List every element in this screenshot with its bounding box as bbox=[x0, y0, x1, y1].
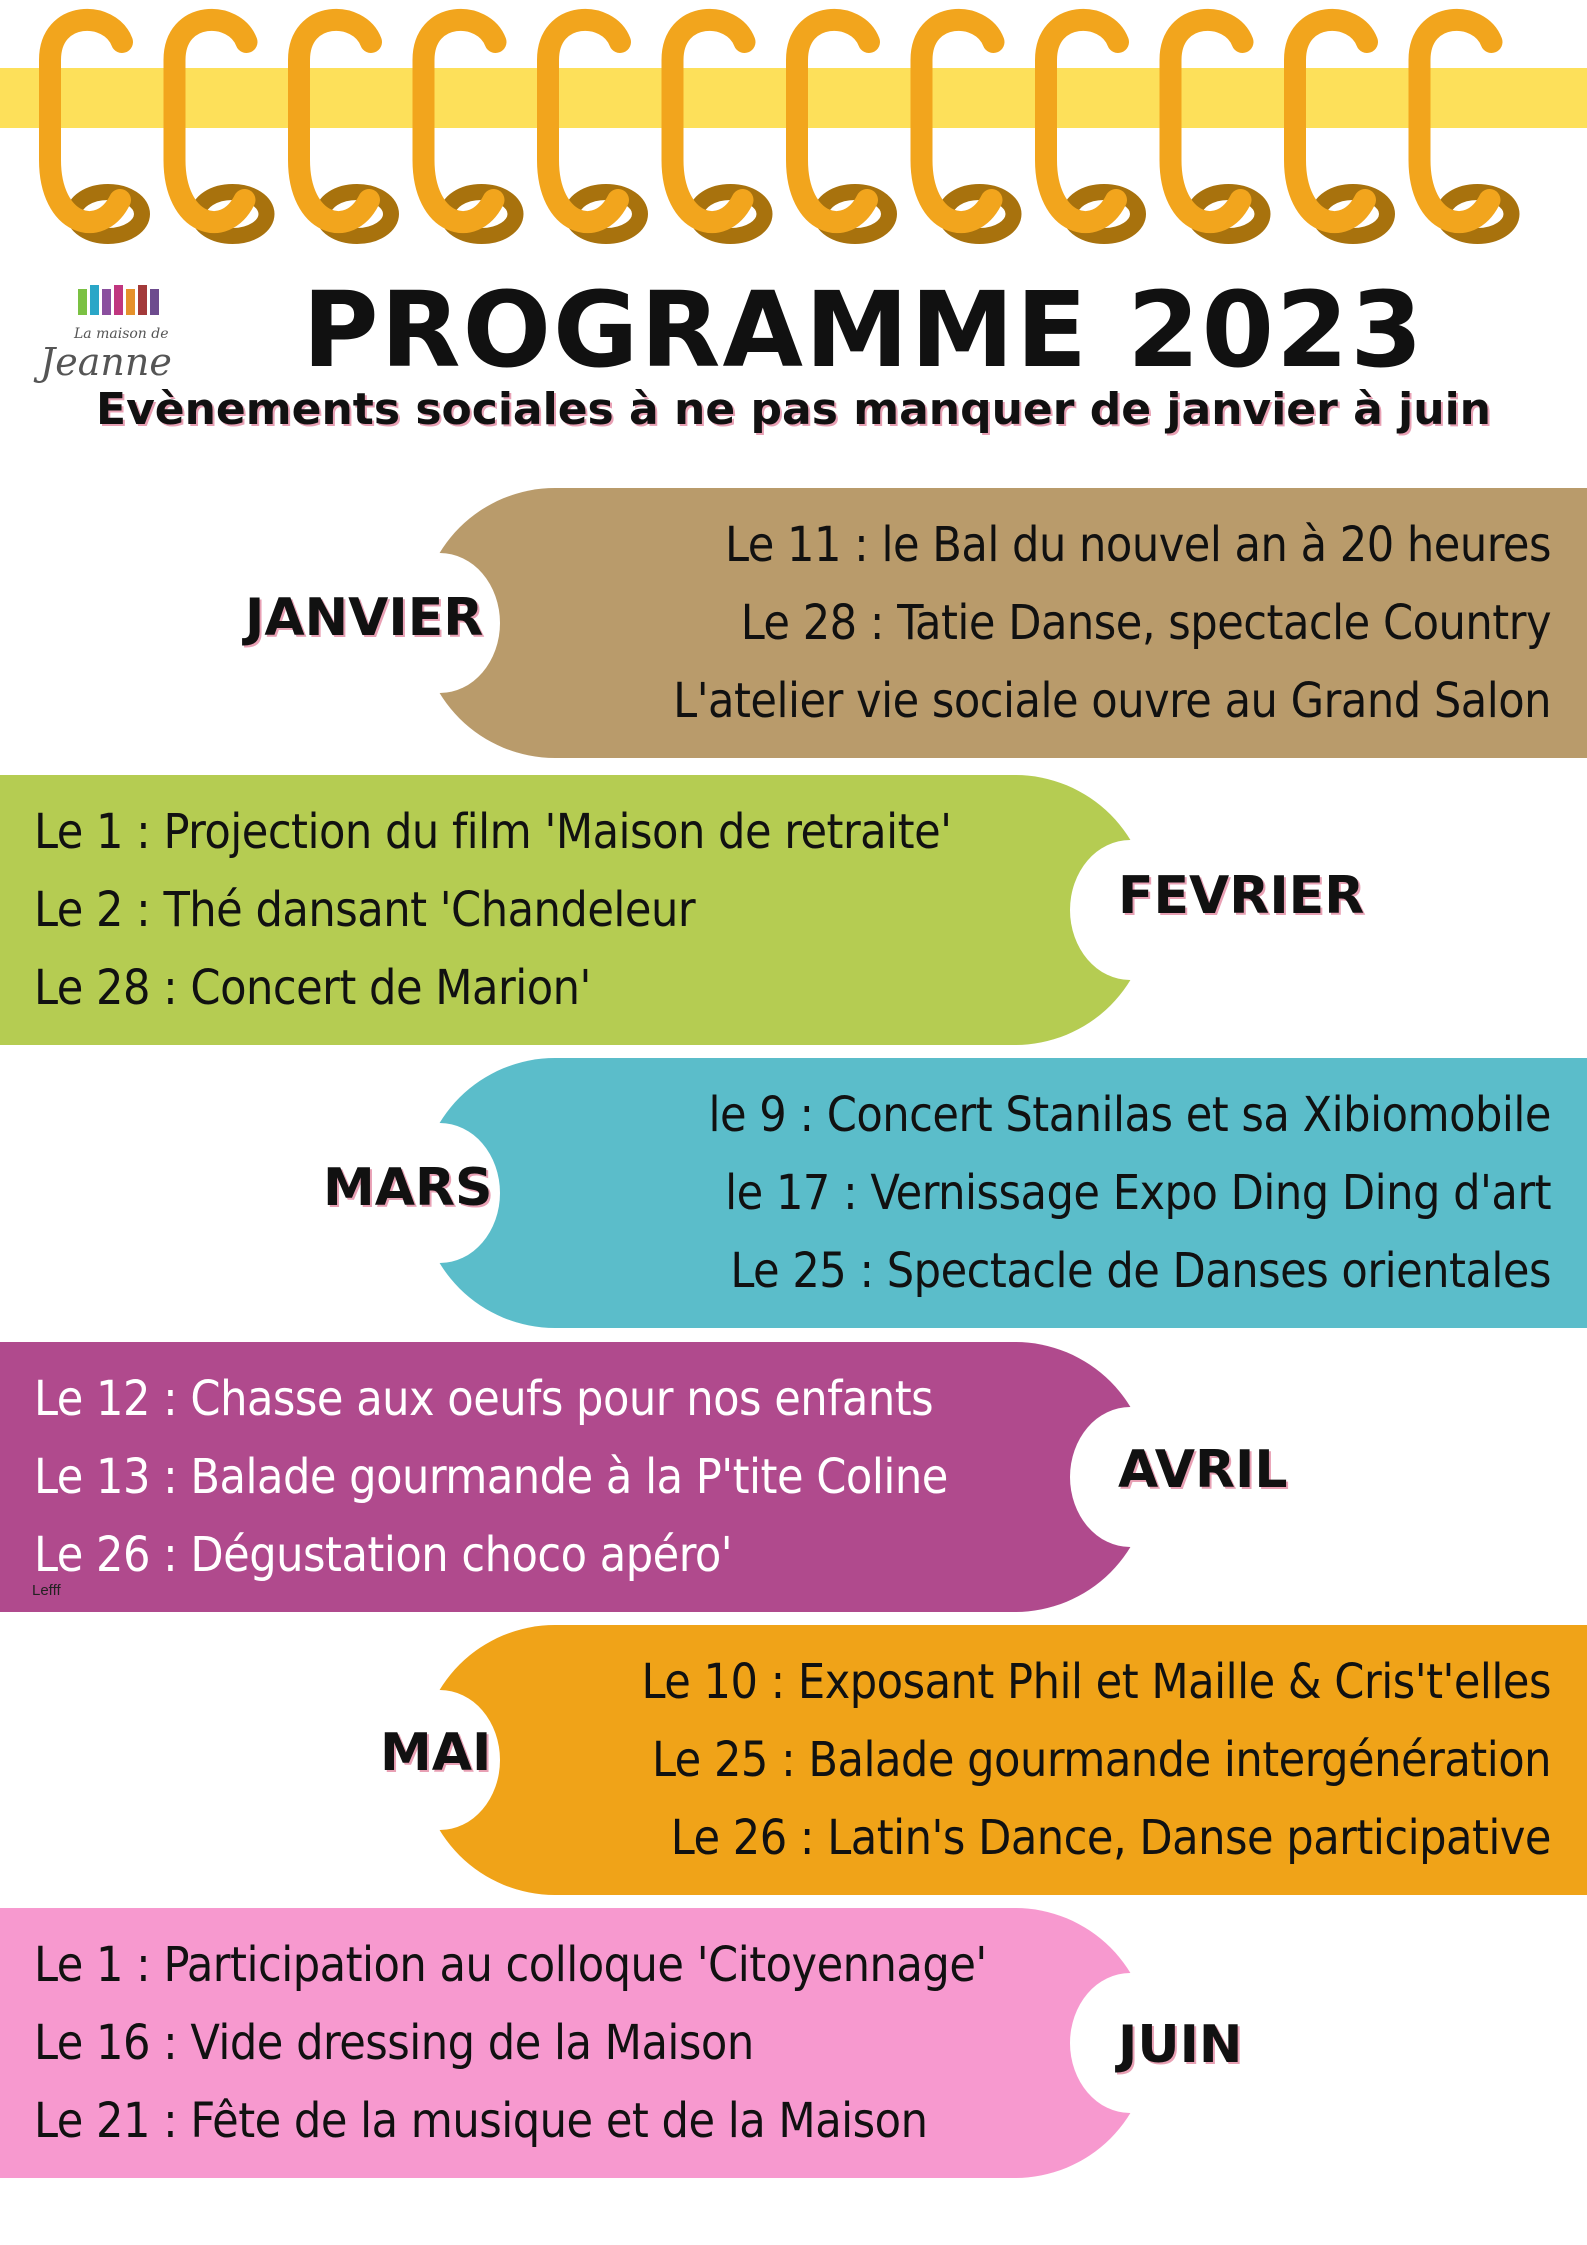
band-avril bbox=[0, 1342, 1150, 1612]
month-label-janvier: JANVIER bbox=[245, 588, 484, 648]
band-fevrier bbox=[0, 775, 1150, 1045]
band-janvier bbox=[420, 488, 1587, 758]
month-label-fevrier: FEVRIER bbox=[1118, 866, 1365, 926]
svg-text:La maison de: La maison de bbox=[74, 326, 169, 342]
page-subtitle: Evènements sociales à ne pas manquer de janvier à juin bbox=[96, 384, 1491, 435]
event-line: Le 2 : Thé dansant 'Chandeleur bbox=[34, 882, 696, 938]
event-line: Le 28 : Concert de Marion' bbox=[34, 960, 591, 1016]
band-mai bbox=[420, 1625, 1587, 1895]
event-line: Le 26 : Dégustation choco apéro' bbox=[34, 1527, 733, 1583]
month-label-mars: MARS bbox=[323, 1158, 493, 1218]
event-line: le 17 : Vernissage Expo Ding Ding d'art bbox=[725, 1165, 1551, 1221]
month-label-avril: AVRIL bbox=[1118, 1440, 1288, 1500]
spiral-binding bbox=[0, 0, 1587, 260]
event-line: Le 13 : Balade gourmande à la P'tite Coline bbox=[34, 1449, 948, 1505]
band-mars bbox=[420, 1058, 1587, 1328]
event-line: Le 16 : Vide dressing de la Maison bbox=[34, 2015, 754, 2071]
band-juin bbox=[0, 1908, 1150, 2178]
event-line: Le 25 : Balade gourmande intergénération bbox=[651, 1732, 1551, 1788]
month-label-mai: MAI bbox=[380, 1723, 492, 1783]
event-line: Le 26 : Latin's Dance, Danse participative bbox=[670, 1810, 1551, 1866]
event-line: Le 1 : Projection du film 'Maison de retraite' bbox=[34, 804, 952, 860]
month-label-juin: JUIN bbox=[1118, 2015, 1243, 2075]
event-line: Le 12 : Chasse aux oeufs pour nos enfants bbox=[34, 1371, 934, 1427]
event-line: Le 1 : Participation au colloque 'Citoyennage' bbox=[34, 1937, 987, 1993]
event-line: Le 21 : Fête de la musique et de la Maison bbox=[34, 2093, 928, 2149]
page-title: PROGRAMME 2023 bbox=[302, 269, 1425, 391]
event-line: Le 10 : Exposant Phil et Maille & Cris't'elles bbox=[641, 1654, 1551, 1710]
svg-text:Jeanne: Jeanne bbox=[40, 340, 172, 383]
event-line: Le 25 : Spectacle de Danses orientales bbox=[730, 1243, 1551, 1299]
event-line: L'atelier vie sociale ouvre au Grand Salon bbox=[673, 673, 1551, 729]
small-note: Lefff bbox=[32, 1582, 61, 1599]
event-line: le 9 : Concert Stanilas et sa Xibiomobile bbox=[708, 1087, 1551, 1143]
event-line: Le 11 : le Bal du nouvel an à 20 heures bbox=[725, 517, 1551, 573]
event-line: Le 28 : Tatie Danse, spectacle Country bbox=[740, 595, 1551, 651]
